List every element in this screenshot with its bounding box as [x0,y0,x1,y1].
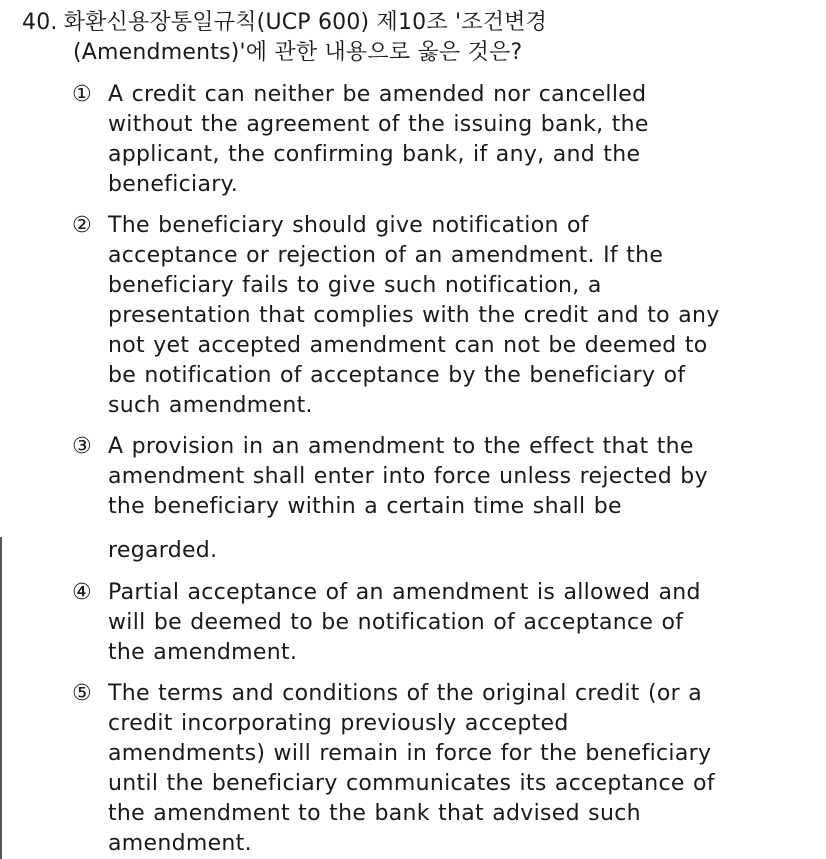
option-4-line: the amendment. [108,640,298,665]
option-3-line: amendment shall enter into force unless rejected by [108,464,708,489]
option-5-line: The terms and conditions of the original credit (or a [108,681,703,706]
option-3[interactable] [72,432,708,566]
question [22,8,812,68]
question-line-2: (Amendments)'에 관한 내용으로 옳은 것은? [73,40,523,65]
option-5-line: amendment. [108,831,252,856]
option-5-line: amendments) will remain in force for the beneficiary [108,741,712,766]
option-5-line: until the beneficiary communicates its acceptance of [108,771,715,796]
option-3-line: regarded. [108,538,218,563]
option-2-line: The beneficiary should give notification of [108,213,589,238]
question-line-1 [22,8,812,38]
option-1[interactable] [72,80,649,200]
option-2-line: acceptance or rejection of an amendment. If the [108,243,664,268]
option-3-line: the beneficiary within a certain time shall be [108,494,622,519]
option-1-line: applicant, the confirming bank, if any, and the [108,142,641,167]
option-5-line: the amendment to the bank that advised such [108,801,641,826]
option-2-line: such amendment. [108,393,313,418]
option-4-line: will be deemed to be notification of acceptance of [108,610,684,635]
option-4-line: Partial acceptance of an amendment is allowed and [108,580,701,605]
option-5[interactable] [72,679,715,859]
option-4-marker: ④ [72,580,93,605]
question-text-1: 화환신용장통일규칙(UCP 600) 제10조 '조건변경 [63,10,548,35]
option-3-marker: ③ [72,434,93,459]
option-5-line: credit incorporating previously accepted [108,711,569,736]
option-1-line: without the agreement of the issuing bank, the [108,112,649,137]
option-1-marker: ① [72,82,93,107]
option-2-line: presentation that complies with the credit and to any [108,303,720,328]
option-1-line: beneficiary. [108,172,239,197]
option-2-line: beneficiary fails to give such notification, a [108,273,602,298]
option-3-line: A provision in an amendment to the effect that the [108,434,694,459]
left-margin-rule [0,537,2,859]
question-number: 40. [22,10,58,35]
option-2-marker: ② [72,213,93,238]
option-2-line: not yet accepted amendment can not be deemed to [108,333,708,358]
option-2[interactable] [72,211,720,421]
option-2-line: be notification of acceptance by the beneficiary of [108,363,686,388]
option-4[interactable] [72,578,701,668]
option-5-marker: ⑤ [72,681,93,706]
option-1-line: A credit can neither be amended nor cancelled [108,82,647,107]
